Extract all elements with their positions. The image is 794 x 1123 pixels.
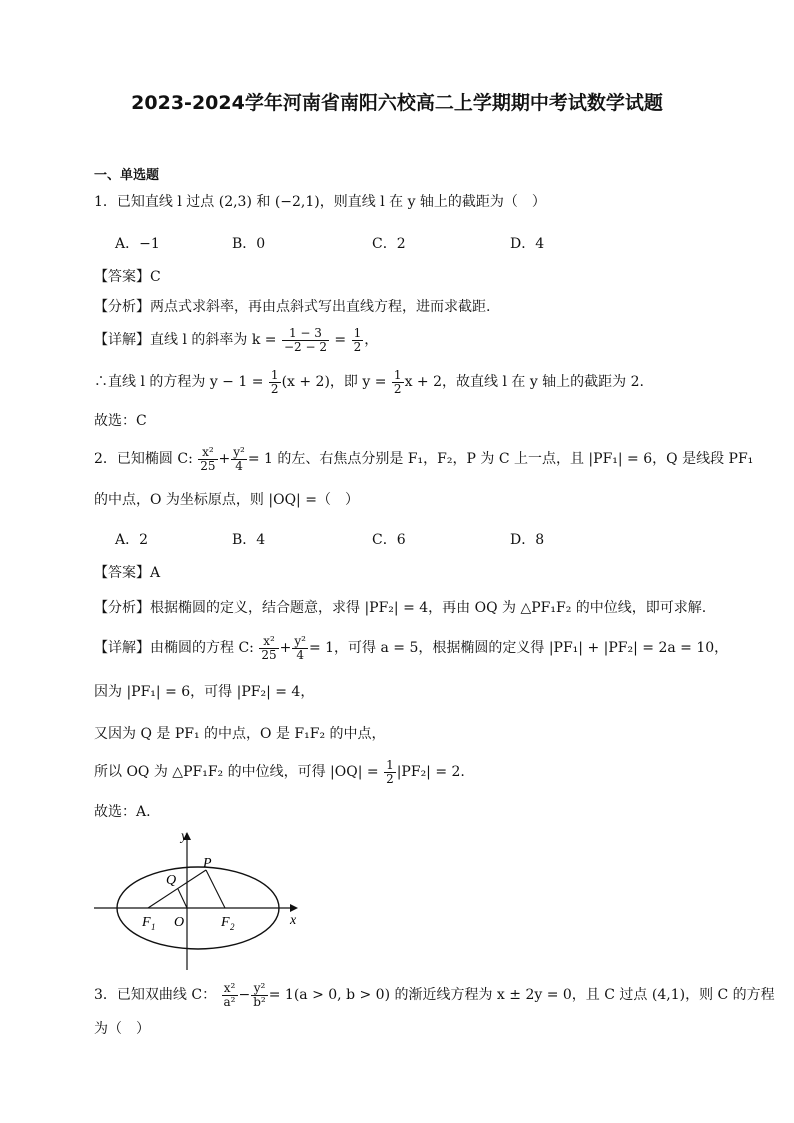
q2-option-a: A．2 xyxy=(115,532,149,548)
label-y: y xyxy=(181,829,188,844)
frac-den: 25 xyxy=(261,647,277,662)
fraction xyxy=(282,327,329,354)
label-x: x xyxy=(290,913,297,928)
fraction xyxy=(231,446,247,473)
detail-label: 【详解】 xyxy=(94,640,150,656)
line-text: |PF₂| = 2. xyxy=(396,764,465,780)
stem-text: = 1(a > 0, b > 0) 的渐近线方程为 x ± 2y = 0，且 C 过点 (4,1)，则 C 的方程 xyxy=(268,987,775,1003)
fraction xyxy=(292,635,308,662)
frac-den: 25 xyxy=(200,458,216,473)
frac-den: 2 xyxy=(353,339,362,354)
q1-option-a: A．−1 xyxy=(115,236,160,252)
frac-den: 4 xyxy=(296,647,304,662)
frac-den: 2 xyxy=(393,381,402,396)
q1-option-c: C．2 xyxy=(372,236,406,252)
detail-text: = 1，可得 a = 5，根据椭圆的定义得 |PF₁| + |PF₂| = 2a = 10， xyxy=(308,640,729,656)
label-f1-sub: 1 xyxy=(151,922,156,932)
q2-option-c: C．6 xyxy=(372,532,406,548)
q1-detail xyxy=(94,325,378,355)
q1-choose: 故选：C xyxy=(94,413,147,429)
stem-text: 2．已知椭圆 C: xyxy=(94,451,193,467)
fraction xyxy=(392,369,404,396)
frac-num: 1 − 3 xyxy=(282,327,329,341)
detail-label: 【详解】 xyxy=(94,332,150,348)
analysis-label: 【分析】 xyxy=(94,299,150,315)
frac-num: 1 xyxy=(386,757,394,772)
line-text: ∴直线 l 的方程为 y − 1 = xyxy=(94,374,264,390)
frac-num: x² xyxy=(198,446,217,460)
answer-value: A xyxy=(150,565,161,581)
label-f2-sub: 2 xyxy=(230,922,235,932)
ellipse-figure xyxy=(90,826,310,974)
q2-answer xyxy=(94,564,160,582)
line-text: (x + 2)，即 y = xyxy=(281,374,387,390)
answer-label: 【答案】 xyxy=(94,269,150,285)
q2-line3: 又因为 Q 是 PF₁ 的中点，O 是 F₁F₂ 的中点， xyxy=(94,726,386,742)
frac-den: b² xyxy=(253,994,266,1009)
q2-option-b: B．4 xyxy=(232,532,266,548)
q1-analysis xyxy=(94,298,490,316)
detail-text: 直线 l 的斜率为 k = xyxy=(150,332,277,348)
label-o: O xyxy=(174,915,185,930)
label-f2: F xyxy=(221,915,230,930)
frac-den: 2 xyxy=(270,381,279,396)
segment-oq xyxy=(178,889,187,908)
q2-stem-line2: 的中点，O 为坐标原点，则 |OQ| =（ ） xyxy=(94,492,359,508)
frac-den: −2 − 2 xyxy=(283,339,327,354)
q1-option-d: D．4 xyxy=(510,236,545,252)
analysis-text: 根据椭圆的定义，结合题意，求得 |PF₂| = 4，再由 OQ 为 △PF₁F₂ 的中位线，即可求解. xyxy=(150,600,707,616)
q2-line4 xyxy=(94,757,465,787)
line-text: 所以 OQ 为 △PF₁F₂ 的中位线，可得 |OQ| = xyxy=(94,764,379,780)
label-f1: F xyxy=(142,915,151,930)
detail-end: ， xyxy=(364,332,379,348)
fraction xyxy=(384,759,396,786)
frac-den: 4 xyxy=(235,458,243,473)
fraction xyxy=(269,369,281,396)
answer-label: 【答案】 xyxy=(94,565,150,581)
fraction xyxy=(259,635,278,662)
q1-option-b: B．0 xyxy=(232,236,266,252)
q3-stem-line1: 3．已知双曲线 C： $\frac{\text{x²}}{\text{a²}}$ − $\frac{\text{y²}}{\text{b²}}$ = 1(a > 0, b > 0) 的渐近线方程为 x ± 2y = 0，且 C 过点 (4,1)，则 C 的方程 xyxy=(94,980,775,1009)
line-text: x + 2，故直线 l 在 y 轴上的截距为 2. xyxy=(404,374,644,390)
q3-stem-line2: 为（ ） xyxy=(94,1021,150,1037)
frac-num: x² xyxy=(222,982,238,996)
segment-pf1 xyxy=(148,870,206,908)
stem-text: = 1 的左、右焦点分别是 F₁，F₂，P 为 C 上一点，且 |PF₁| = 6，Q 是线段 PF₁ xyxy=(247,451,754,467)
detail-text: 由椭圆的方程 C: xyxy=(150,640,254,656)
fraction xyxy=(352,327,364,354)
q1-stem: 1．已知直线 l 过点 (2,3) 和 (−2,1)，则直线 l 在 y 轴上的截距为（ ） xyxy=(94,194,546,210)
x-axis-arrow xyxy=(290,904,298,912)
frac-num: 1 xyxy=(353,325,362,340)
frac-den: a² xyxy=(223,994,236,1009)
q2-choose: 故选：A. xyxy=(94,804,151,820)
label-q: Q xyxy=(166,873,177,888)
q2-stem-line1: 2．已知椭圆 C: $\frac{\text{x²}}{25}$ + $\frac{\text{y²}}{4}$ = 1 的左、右焦点分别是 F₁，F₂，P 为 C 上一点，且 |PF₁| = 6，Q 是线段 PF₁ xyxy=(94,444,754,473)
detail-eq: = xyxy=(334,332,347,348)
analysis-label: 【分析】 xyxy=(94,600,150,616)
q2-analysis xyxy=(94,599,706,617)
q1-line2 xyxy=(94,367,644,397)
stem-text: 3．已知双曲线 C： xyxy=(94,987,217,1003)
q2-detail: 【详解】由椭圆的方程 C: $\frac{\text{x²}}{25}$ + $\frac{\text{y²}}{4}$ = 1，可得 a = 5，根据椭圆的定义得 |PF₁| + |PF₂| = 2a = 10， xyxy=(94,633,729,662)
fraction xyxy=(198,446,217,473)
q1-answer xyxy=(94,268,161,286)
section-heading: 一、单选题 xyxy=(94,168,160,183)
page-title: 2023-2024学年河南省南阳六校高二上学期期中考试数学试题 xyxy=(131,92,663,114)
frac-num: 1 xyxy=(270,367,279,382)
frac-num: y² xyxy=(251,982,268,996)
frac-num: y² xyxy=(233,444,245,459)
frac-num: y² xyxy=(294,633,306,648)
q2-line2: 因为 |PF₁| = 6，可得 |PF₂| = 4， xyxy=(94,684,315,700)
frac-num: 1 xyxy=(393,367,402,382)
fraction xyxy=(222,982,238,1009)
analysis-text: 两点式求斜率，再由点斜式写出直线方程，进而求截距. xyxy=(150,299,491,315)
segment-pf2 xyxy=(206,870,225,908)
frac-num: x² xyxy=(259,635,278,649)
q2-option-d: D．8 xyxy=(510,532,545,548)
frac-den: 2 xyxy=(386,771,394,786)
fraction xyxy=(251,982,268,1009)
label-p: P xyxy=(203,856,212,871)
answer-value: C xyxy=(150,269,161,285)
